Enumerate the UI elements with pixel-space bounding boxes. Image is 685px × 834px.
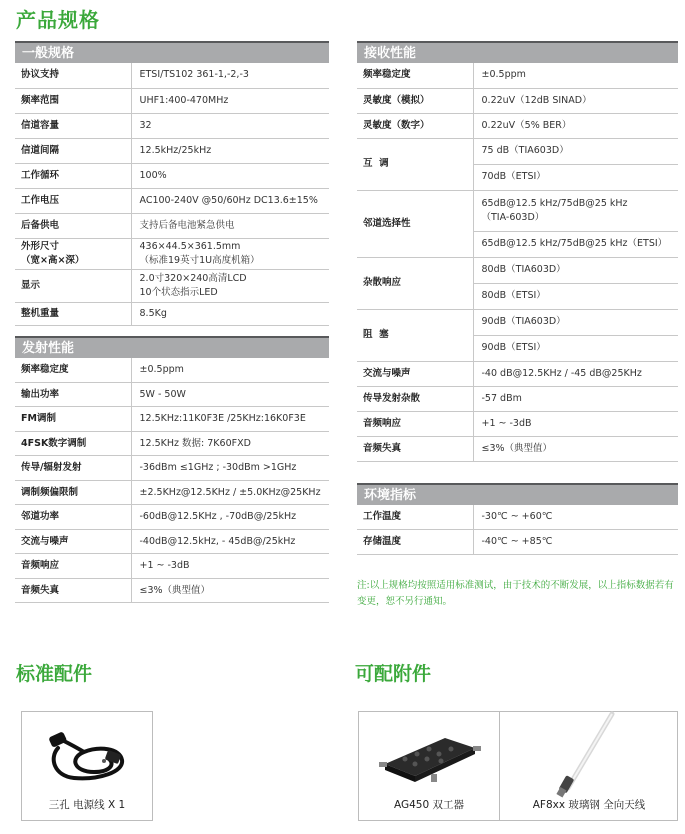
table-row [15, 554, 329, 579]
spec-value-line: AC100-240V @50/60Hz DC13.6±15% [139, 194, 318, 206]
spec-value-line: ≤3%（典型值） [139, 584, 211, 596]
table-row [15, 113, 329, 138]
spec-label: 显示 [21, 279, 41, 291]
spec-value-line: +1 ~ -3dB [139, 560, 190, 571]
spec-label: 音频失真 [21, 584, 60, 596]
spec-value-line: UHF1:400-470MHz [139, 94, 229, 106]
general-spec-table [15, 63, 329, 326]
spec-value-line: 436×44.5×361.5mm [139, 240, 241, 252]
spec-value-line: +1 ~ -3dB [481, 417, 532, 429]
spec-value-line: 5W - 50W [139, 388, 186, 400]
right-column [357, 41, 678, 555]
spec-value-line: 0.22uV（5% BER） [481, 119, 572, 131]
spec-label: 邻道选择性 [363, 217, 411, 229]
optional-accessory-box [358, 711, 678, 821]
spec-label: 整机重量 [21, 307, 60, 319]
table-row [15, 88, 329, 113]
spec-value-line: 65dB@12.5 kHz/75dB@25 kHz [481, 197, 628, 209]
spec-label: 调制频偏限制 [21, 486, 79, 498]
power-cord-icon [44, 728, 134, 788]
spec-value-line: -40dB@12.5kHz, - 45dB@/25kHz [139, 535, 296, 547]
spec-label: 音频失真 [363, 442, 402, 454]
table-row [357, 361, 678, 386]
table-row [357, 386, 678, 411]
table-row [15, 238, 329, 269]
standard-accessories-title: 标准配件 [16, 663, 93, 685]
optional-accessories-title: 可配附件 [355, 663, 432, 685]
spec-label: 灵敏度（模拟） [363, 94, 430, 106]
spec-label: 音频响应 [363, 417, 402, 429]
spec-label: 4FSK数字调制 [21, 437, 87, 449]
spec-value-line: 90dB（TIA603D） [481, 316, 566, 327]
table-row [15, 358, 329, 383]
spec-label: 信道容量 [21, 119, 60, 131]
table-row [15, 383, 329, 407]
table-row [15, 213, 329, 238]
spec-value-line: -40 dB@12.5KHz / -45 dB@25KHz [481, 367, 642, 379]
table-row [15, 530, 329, 554]
spec-value-line: 12.5KHz:11K0F3E /25KHz:16K0F3E [139, 413, 306, 424]
spec-value-line: 65dB@12.5 kHz/75dB@25 kHz（ETSI） [481, 238, 668, 249]
accessory-item [359, 712, 499, 820]
spec-label: 传导发射杂散 [363, 392, 421, 404]
spec-value-line: 8.5Kg [139, 307, 167, 319]
spec-value-line: 80dB（ETSI） [481, 290, 546, 301]
table-row [357, 190, 678, 231]
spec-label: 输出功率 [21, 388, 60, 400]
spec-label: 存储温度 [363, 536, 402, 547]
spec-value-line: 100% [139, 169, 167, 181]
spec-value-line: ±0.5ppm [481, 69, 526, 81]
antenna-icon [550, 710, 630, 800]
spec-value-line: 80dB（TIA603D） [481, 264, 566, 275]
spec-value-line: 支持后备电池紧急供电 [139, 219, 235, 231]
spec-value-line: -60dB@12.5KHz , -70dB@/25kHz [139, 511, 297, 522]
spec-value-line: 32 [139, 119, 152, 131]
section-header-general: 一般规格 [15, 41, 329, 63]
standard-accessory-box [21, 711, 153, 821]
table-row [15, 456, 329, 481]
page-title: 产品规格 [16, 8, 100, 32]
spec-label: 后备供电 [21, 219, 60, 231]
spec-label: 频率范围 [21, 94, 60, 106]
duplexer-icon [375, 726, 485, 786]
accessory-item [22, 712, 152, 820]
accessory-label: AF8xx 玻璃钢 全向天线 [532, 799, 646, 811]
spec-label: 互 调 [363, 158, 389, 169]
spec-value-line: 0.22uV（12dB SINAD） [481, 94, 592, 106]
spec-label: 交流与噪声 [363, 367, 411, 379]
table-row [15, 163, 329, 188]
table-row [15, 269, 329, 302]
left-column [15, 41, 329, 603]
spec-label: 灵敏度（数字） [363, 119, 430, 131]
table-row [357, 411, 678, 436]
receive-spec-table [357, 63, 678, 462]
environment-spec-table [357, 505, 678, 556]
spec-label: 频率稳定度 [21, 363, 69, 375]
spec-value-line: -57 dBm [481, 392, 522, 404]
table-row [15, 302, 329, 325]
spec-value-line: 10个状态指示LED [139, 286, 218, 298]
spec-value-line: ≤3%（典型值） [481, 442, 553, 454]
spec-label: 信道间隔 [21, 144, 60, 156]
table-row [15, 138, 329, 163]
spec-label: 工作电压 [21, 194, 60, 206]
table-row [15, 579, 329, 603]
section-header-environment: 环境指标 [357, 483, 678, 505]
disclaimer-note: 注:以上规格均按照适用标准测试，由于技术的不断发展，以上指标数据若有变更，恕不另行通知。 [357, 580, 674, 607]
table-row [15, 407, 329, 432]
table-row [15, 63, 329, 88]
table-row [357, 530, 678, 555]
section-header-transmit: 发射性能 [15, 336, 329, 358]
spec-value-line: -40℃ ~ +85℃ [481, 536, 553, 547]
spec-label: 阻 塞 [363, 329, 389, 340]
table-row [15, 481, 329, 505]
accessory-item [500, 712, 678, 820]
table-row [357, 88, 678, 113]
spec-value-line: -36dBm ≤1GHz ; -30dBm >1GHz [139, 462, 297, 473]
table-row [15, 432, 329, 456]
spec-value-line: 12.5kHz/25kHz [139, 144, 212, 156]
table-row [357, 309, 678, 335]
spec-label: 外形尺寸 （宽×高×深） [21, 240, 85, 266]
spec-label: 邻道功率 [21, 511, 60, 522]
transmit-spec-table [15, 358, 329, 604]
spec-value-line: 12.5KHz 数据: 7K60FXD [139, 437, 251, 449]
spec-value-line: ±2.5KHz@12.5KHz / ±5.0KHz@25KHz [139, 486, 321, 498]
table-row [357, 436, 678, 461]
spec-label: 工作温度 [363, 510, 402, 522]
table-row [15, 188, 329, 213]
spec-label: 杂散响应 [363, 277, 402, 288]
table-row [357, 113, 678, 138]
spec-value-line: 2.0寸320×240高清LCD [139, 272, 247, 284]
table-row [357, 138, 678, 164]
spec-label: 音频响应 [21, 560, 60, 571]
spec-value-line: -30℃ ~ +60℃ [481, 510, 553, 522]
spec-value-line: 90dB（ETSI） [481, 342, 546, 353]
table-row [357, 257, 678, 283]
table-row [357, 63, 678, 88]
spec-value-line: ±0.5ppm [139, 363, 184, 375]
table-row [15, 505, 329, 530]
spec-label: 频率稳定度 [363, 69, 411, 81]
accessory-label: AG450 双工器 [393, 799, 464, 811]
table-row [357, 505, 678, 530]
accessory-label: 三孔 电源线 X 1 [48, 799, 126, 811]
spec-value-line: （标准19英寸1U高度机箱） [139, 254, 260, 266]
spec-label: 传导/辐射发射 [21, 462, 82, 473]
spec-value-line: （TIA-603D） [481, 211, 545, 223]
section-header-receive: 接收性能 [357, 41, 678, 63]
spec-value-line: ETSI/TS102 361-1,-2,-3 [139, 69, 249, 81]
spec-label: FM调制 [21, 413, 56, 424]
spec-value-line: 75 dB（TIA603D） [481, 145, 569, 156]
spec-value-line: 70dB（ETSI） [481, 171, 546, 182]
spec-label: 工作循环 [21, 169, 60, 181]
spec-label: 协议支持 [21, 69, 60, 81]
spec-label: 交流与噪声 [21, 535, 69, 547]
